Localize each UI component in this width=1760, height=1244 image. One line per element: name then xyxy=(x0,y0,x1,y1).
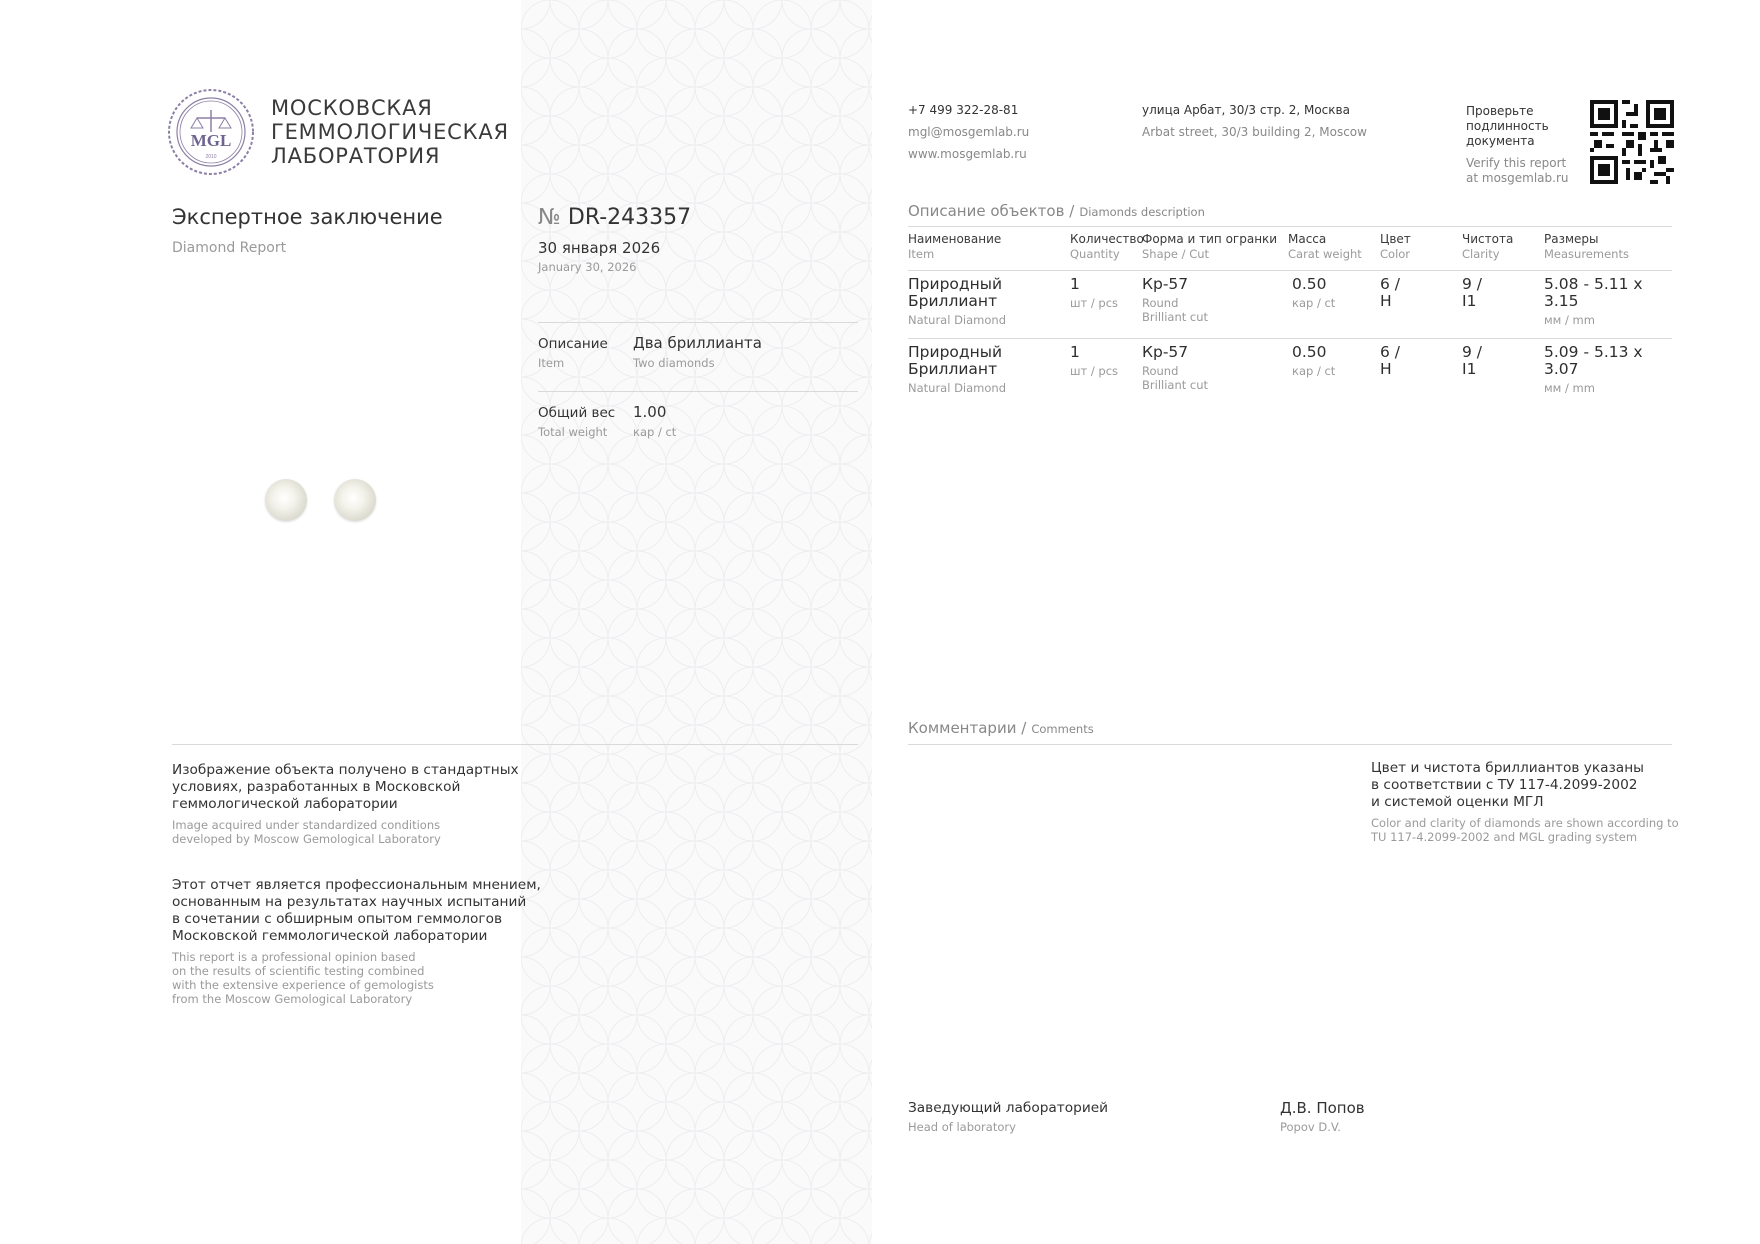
image-note-ru: условиях, разработанных в Московской xyxy=(172,779,461,795)
svg-text:MGL: MGL xyxy=(190,131,232,150)
header-clarity xyxy=(1462,232,1542,262)
disclaimer-ru: основанным на результатах научных испытаний xyxy=(172,894,527,910)
divider xyxy=(908,338,1672,339)
image-note-ru: Изображение объекта получено в стандартных xyxy=(172,762,519,778)
weight-value: 1.00 xyxy=(633,403,667,421)
cell-shape xyxy=(1142,344,1208,392)
address-ru: улица Арбат, 30/3 стр. 2, Москва xyxy=(1142,103,1350,117)
cell-measurements xyxy=(1544,276,1672,327)
quantity-value: 1 xyxy=(1070,275,1080,293)
header-label-ru: Чистота xyxy=(1462,232,1514,246)
verify-text-ru xyxy=(1466,104,1549,149)
number-value: DR-243357 xyxy=(567,205,692,230)
cell-color xyxy=(1380,344,1400,378)
weight-value: 0.50 xyxy=(1292,275,1327,293)
header-label-en: Quantity xyxy=(1070,247,1120,261)
comments-title-ru: Комментарии / xyxy=(908,719,1027,737)
qr-code-icon[interactable] xyxy=(1590,100,1674,184)
clarity-value: 9 / xyxy=(1462,275,1483,293)
report-title-ru: Экспертное заключение xyxy=(172,205,443,229)
header-label-en: Shape / Cut xyxy=(1142,247,1210,261)
comment-line-ru: и системой оценки МГЛ xyxy=(1371,794,1544,810)
disclaimer-en: on the results of scientific testing combined xyxy=(172,964,425,978)
cell-quantity xyxy=(1070,344,1118,378)
weight-unit: кар / ct xyxy=(633,425,677,439)
desc-value-en: Two diamonds xyxy=(633,356,715,370)
divider xyxy=(908,226,1672,227)
color-value: 6 / xyxy=(1380,343,1401,361)
comment-line-en: TU 117-4.2099-2002 and MGL grading system xyxy=(1371,830,1638,844)
divider xyxy=(538,322,858,323)
header-label-en: Carat weight xyxy=(1288,247,1362,261)
item-name-line: Бриллиант xyxy=(908,292,998,310)
logo-line-2: ГЕММОЛОГИЧЕСКАЯ xyxy=(271,120,509,144)
disclaimer xyxy=(172,877,541,1006)
header-label-ru: Масса xyxy=(1288,232,1327,246)
disclaimer-ru: Этот отчет является профессиональным мнением, xyxy=(172,877,541,893)
mgl-seal-icon xyxy=(167,88,255,176)
desc-value-ru: Два бриллианта xyxy=(633,334,762,352)
contact-website[interactable]: www.mosgemlab.ru xyxy=(908,147,1027,161)
disclaimer-ru: в сочетании с обширным опытом геммологов xyxy=(172,911,503,927)
quantity-unit: шт / pcs xyxy=(1070,296,1119,310)
desc-label-ru: Описание xyxy=(538,336,608,352)
header-label-ru: Количество xyxy=(1070,232,1144,246)
diamond-image xyxy=(334,479,376,521)
divider xyxy=(908,270,1672,271)
item-name-line: Природный xyxy=(908,343,1003,361)
report-title-en: Diamond Report xyxy=(172,240,287,256)
diamond-image xyxy=(265,479,307,521)
verify-line: at mosgemlab.ru xyxy=(1466,171,1569,185)
image-note xyxy=(172,762,519,846)
divider xyxy=(172,744,858,745)
logo-line-3: ЛАБОРАТОРИЯ xyxy=(271,144,441,168)
image-note-ru: геммологической лаборатории xyxy=(172,796,398,812)
comment-line-ru: Цвет и чистота бриллиантов указаны xyxy=(1371,760,1644,776)
header-label-ru: Наименование xyxy=(908,232,1002,246)
measurements-value: 5.09 - 5.13 x 3.07 xyxy=(1544,343,1643,378)
clarity-value: I1 xyxy=(1462,292,1477,310)
comment-line-en: Color and clarity of diamonds are shown according to xyxy=(1371,816,1679,830)
shape-value: Кр-57 xyxy=(1142,275,1189,293)
measurements-unit: мм / mm xyxy=(1544,381,1595,395)
cell-measurements xyxy=(1544,344,1672,395)
item-name-line: Бриллиант xyxy=(908,360,998,378)
cell-item xyxy=(908,344,1006,395)
table-row xyxy=(908,344,1672,406)
desc-label-en: Item xyxy=(538,356,565,370)
color-value: H xyxy=(1380,292,1392,310)
header-label-ru: Размеры xyxy=(1544,232,1599,246)
disclaimer-en: with the extensive experience of gemologists xyxy=(172,978,434,992)
weight-label-ru: Общий вес xyxy=(538,405,616,421)
quantity-unit: шт / pcs xyxy=(1070,364,1119,378)
image-note-en: developed by Moscow Gemological Laboratory xyxy=(172,832,441,846)
logo xyxy=(167,88,255,176)
header-label-en: Item xyxy=(908,247,935,261)
color-value: H xyxy=(1380,360,1392,378)
address-en: Arbat street, 30/3 building 2, Moscow xyxy=(1142,125,1367,139)
weight-label-en: Total weight xyxy=(538,425,608,439)
signature-role-ru: Заведующий лабораторией xyxy=(908,1100,1109,1116)
clarity-value: 9 / xyxy=(1462,343,1483,361)
table-row xyxy=(908,276,1672,338)
quantity-value: 1 xyxy=(1070,343,1080,361)
verify-text-en xyxy=(1466,156,1569,186)
weight-unit: кар / ct xyxy=(1292,364,1336,378)
comments-title-en: Comments xyxy=(1031,722,1094,736)
cell-item xyxy=(908,276,1006,327)
header-label-ru: Цвет xyxy=(1380,232,1411,246)
background-pattern xyxy=(521,0,872,1244)
signature-role-en: Head of laboratory xyxy=(908,1120,1016,1134)
comments-title xyxy=(908,718,1094,737)
cell-shape xyxy=(1142,276,1208,324)
clarity-value: I1 xyxy=(1462,360,1477,378)
measurements-value: 5.08 - 5.11 x 3.15 xyxy=(1544,275,1643,310)
weight-value: 0.50 xyxy=(1292,343,1327,361)
comment-line-ru: в соответствии с ТУ 117-4.2099-2002 xyxy=(1371,777,1638,793)
shape-en: Brilliant cut xyxy=(1142,310,1209,324)
table-title-en: Diamonds description xyxy=(1079,205,1205,219)
color-value: 6 / xyxy=(1380,275,1401,293)
report-date-en: January 30, 2026 xyxy=(538,260,637,274)
signature-name-en: Popov D.V. xyxy=(1280,1120,1341,1134)
verify-line: документа xyxy=(1466,134,1535,148)
header-label-en: Clarity xyxy=(1462,247,1500,261)
header-label-en: Measurements xyxy=(1544,247,1629,261)
logo-line-1: МОСКОВСКАЯ xyxy=(271,96,433,120)
header-measurements xyxy=(1544,232,1672,262)
number-prefix: № xyxy=(538,205,561,230)
shape-en: Brilliant cut xyxy=(1142,378,1209,392)
image-note-en: Image acquired under standardized conditions xyxy=(172,818,441,832)
item-name-en: Natural Diamond xyxy=(908,381,1006,395)
shape-en: Round xyxy=(1142,364,1179,378)
item-name-line: Природный xyxy=(908,275,1003,293)
logo-title xyxy=(271,96,509,168)
cell-clarity xyxy=(1462,276,1482,310)
verify-line: подлинность xyxy=(1466,119,1549,133)
header-label-en: Color xyxy=(1380,247,1411,261)
disclaimer-en: This report is a professional opinion based xyxy=(172,950,416,964)
measurements-unit: мм / mm xyxy=(1544,313,1595,327)
item-name-en: Natural Diamond xyxy=(908,313,1006,327)
signature-name-ru: Д.В. Попов xyxy=(1280,1099,1365,1117)
cell-quantity xyxy=(1070,276,1118,310)
table-title xyxy=(908,201,1205,220)
header-quantity xyxy=(1070,232,1150,262)
divider xyxy=(908,744,1672,745)
header-weight xyxy=(1288,232,1378,262)
shape-en: Round xyxy=(1142,296,1179,310)
cell-weight xyxy=(1292,344,1335,378)
divider xyxy=(538,391,858,392)
svg-text:2010: 2010 xyxy=(205,154,217,160)
weight-unit: кар / ct xyxy=(1292,296,1336,310)
header-label-ru: Форма и тип огранки xyxy=(1142,232,1278,246)
comment-note xyxy=(1371,760,1679,844)
cell-color xyxy=(1380,276,1400,310)
shape-value: Кр-57 xyxy=(1142,343,1189,361)
header-color xyxy=(1380,232,1450,262)
header-shape xyxy=(1142,232,1292,262)
cell-clarity xyxy=(1462,344,1482,378)
contact-phone[interactable]: +7 499 322-28-81 xyxy=(908,103,1019,117)
verify-line: Проверьте xyxy=(1466,104,1534,118)
report-number xyxy=(538,205,691,230)
header-item xyxy=(908,232,1068,262)
report-date-ru: 30 января 2026 xyxy=(538,239,661,257)
disclaimer-en: from the Moscow Gemological Laboratory xyxy=(172,992,413,1006)
disclaimer-ru: Московской геммологической лаборатории xyxy=(172,928,488,944)
table-title-ru: Описание объектов / xyxy=(908,202,1075,220)
cell-weight xyxy=(1292,276,1335,310)
verify-line: Verify this report xyxy=(1466,156,1567,170)
contact-email[interactable]: mgl@mosgemlab.ru xyxy=(908,125,1030,139)
